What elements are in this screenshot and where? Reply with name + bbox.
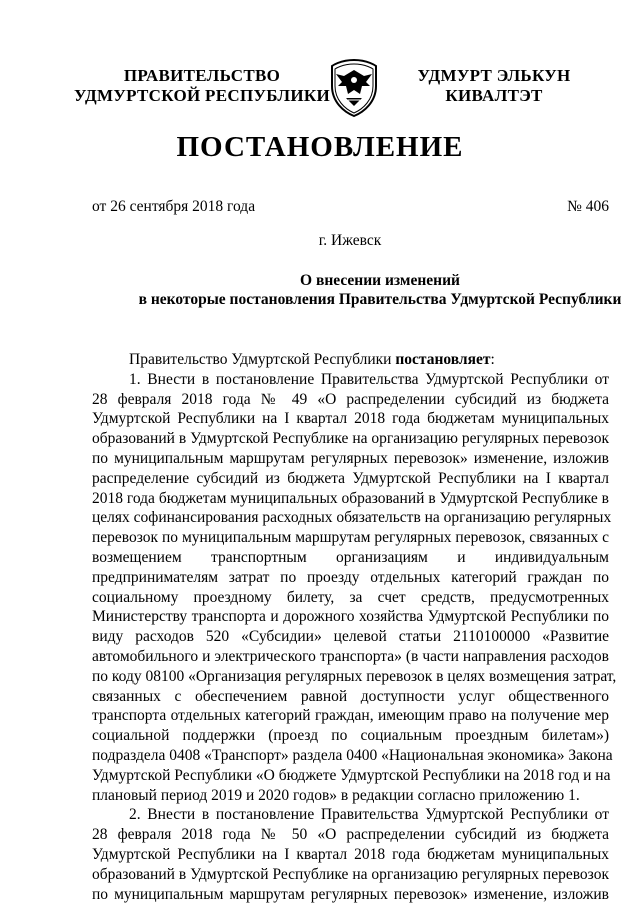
- text-line: 1. Внести в постановление Правительства Удмуртской Республики от: [129, 370, 609, 388]
- document-subject: [60, 271, 640, 309]
- intro-text: Правительство Удмуртской Республики: [129, 351, 396, 368]
- text-line: возмещением транспортным организациям и индивидуальным: [92, 548, 609, 566]
- paragraph-2: [92, 805, 609, 904]
- issuer-name-russian: [72, 66, 332, 106]
- text-line: целях софинансирования расходных обязательств на организацию регулярных: [92, 509, 612, 527]
- document-header: [0, 66, 640, 136]
- subject-line: в некоторые постановления Правительства Удмуртской Республики: [138, 291, 622, 308]
- text-line: подраздела 0408 «Транспорт» раздела 0400 «Национальная экономика» Закона: [92, 746, 613, 764]
- text-line: Удмуртской Республики «О бюджете Удмуртской Республики на 2018 год и на: [92, 766, 611, 784]
- text-line: виду расходов 520 «Субсидии» целевой статьи 2110100000 «Развитие: [92, 628, 609, 646]
- text-line: Удмуртской Республики на I квартал 2018 года бюджетам муниципальных: [92, 410, 609, 428]
- issuer-name-udmurt: [404, 66, 584, 106]
- intro-punct: :: [490, 351, 495, 368]
- paragraph-1: [92, 370, 617, 806]
- document-date: от 26 сентября 2018 года: [92, 198, 256, 215]
- text-line: 2018 года бюджетам муниципальных образований в Удмуртской Республике в: [92, 489, 609, 507]
- text-line: плановый период 2019 и 2020 годов» в редакции согласно приложению 1.: [92, 786, 580, 804]
- issuer-line: УДМУРТСКОЙ РЕСПУБЛИКИ: [73, 86, 331, 105]
- text-line: 28 февраля 2018 года № 49 «О распределении субсидий из бюджета: [92, 390, 609, 408]
- document-title: ПОСТАНОВЛЕНИЕ: [176, 131, 464, 163]
- text-line: образований в Удмуртской Республике на организацию регулярных перевозок: [92, 865, 609, 883]
- document-city: г. Ижевск: [318, 232, 382, 249]
- issuer-line: УДМУРТ ЭЛЬКУН: [417, 66, 571, 85]
- text-line: Удмуртской Республики на I квартал 2018 года бюджетам муниципальных: [92, 845, 609, 863]
- text-line: Министерству транспорта и дорожного хозяйства Удмуртской Республики по: [92, 608, 609, 626]
- udmurtia-coat-of-arms-icon: [326, 56, 382, 118]
- text-line: перевозок по муниципальным маршрутам регулярных перевозок, связанных с: [92, 529, 609, 547]
- text-line: транспорта отдельных категорий граждан, имеющим право на получение мер: [92, 707, 609, 725]
- text-line: 28 февраля 2018 года № 50 «О распределении субсидий из бюджета: [92, 826, 609, 844]
- document-number: № 406: [567, 198, 609, 215]
- text-line: социальной поддержки (проезд по социальным проездным билетам»): [92, 727, 609, 745]
- subject-line: О внесении изменений: [300, 272, 460, 289]
- text-line: по муниципальным маршрутам регулярных перевозок» изменение, изложив: [92, 885, 609, 903]
- text-line: образований в Удмуртской Республике на организацию регулярных перевозок: [92, 430, 609, 448]
- text-line: распределение субсидий из бюджета Удмуртской Республики на I квартал: [92, 469, 609, 487]
- text-line: предпринимателям затрат по проезду отдельных категорий граждан по: [92, 568, 609, 586]
- intro-paragraph: [92, 350, 609, 370]
- issuer-line: КИВАЛТЭТ: [445, 86, 543, 105]
- text-line: автомобильного и электрического транспорта» (в части направления расходов: [92, 647, 609, 665]
- text-line: социальному проездному билету, за счет средств, предусмотренных: [92, 588, 609, 606]
- issuer-line: ПРАВИТЕЛЬСТВО: [123, 66, 281, 85]
- text-line: по коду 08100 «Организация регулярных перевозок в целях возмещения затрат,: [92, 667, 617, 685]
- text-line: по муниципальным маршрутам регулярных перевозок» изменение, изложив: [92, 449, 609, 467]
- text-line: 2. Внести в постановление Правительства Удмуртской Республики от: [129, 806, 609, 824]
- document-body: [92, 350, 617, 904]
- text-line: связанных с обеспечением равной доступности услуг общественного: [92, 687, 609, 705]
- intro-verb: постановляет: [395, 351, 491, 368]
